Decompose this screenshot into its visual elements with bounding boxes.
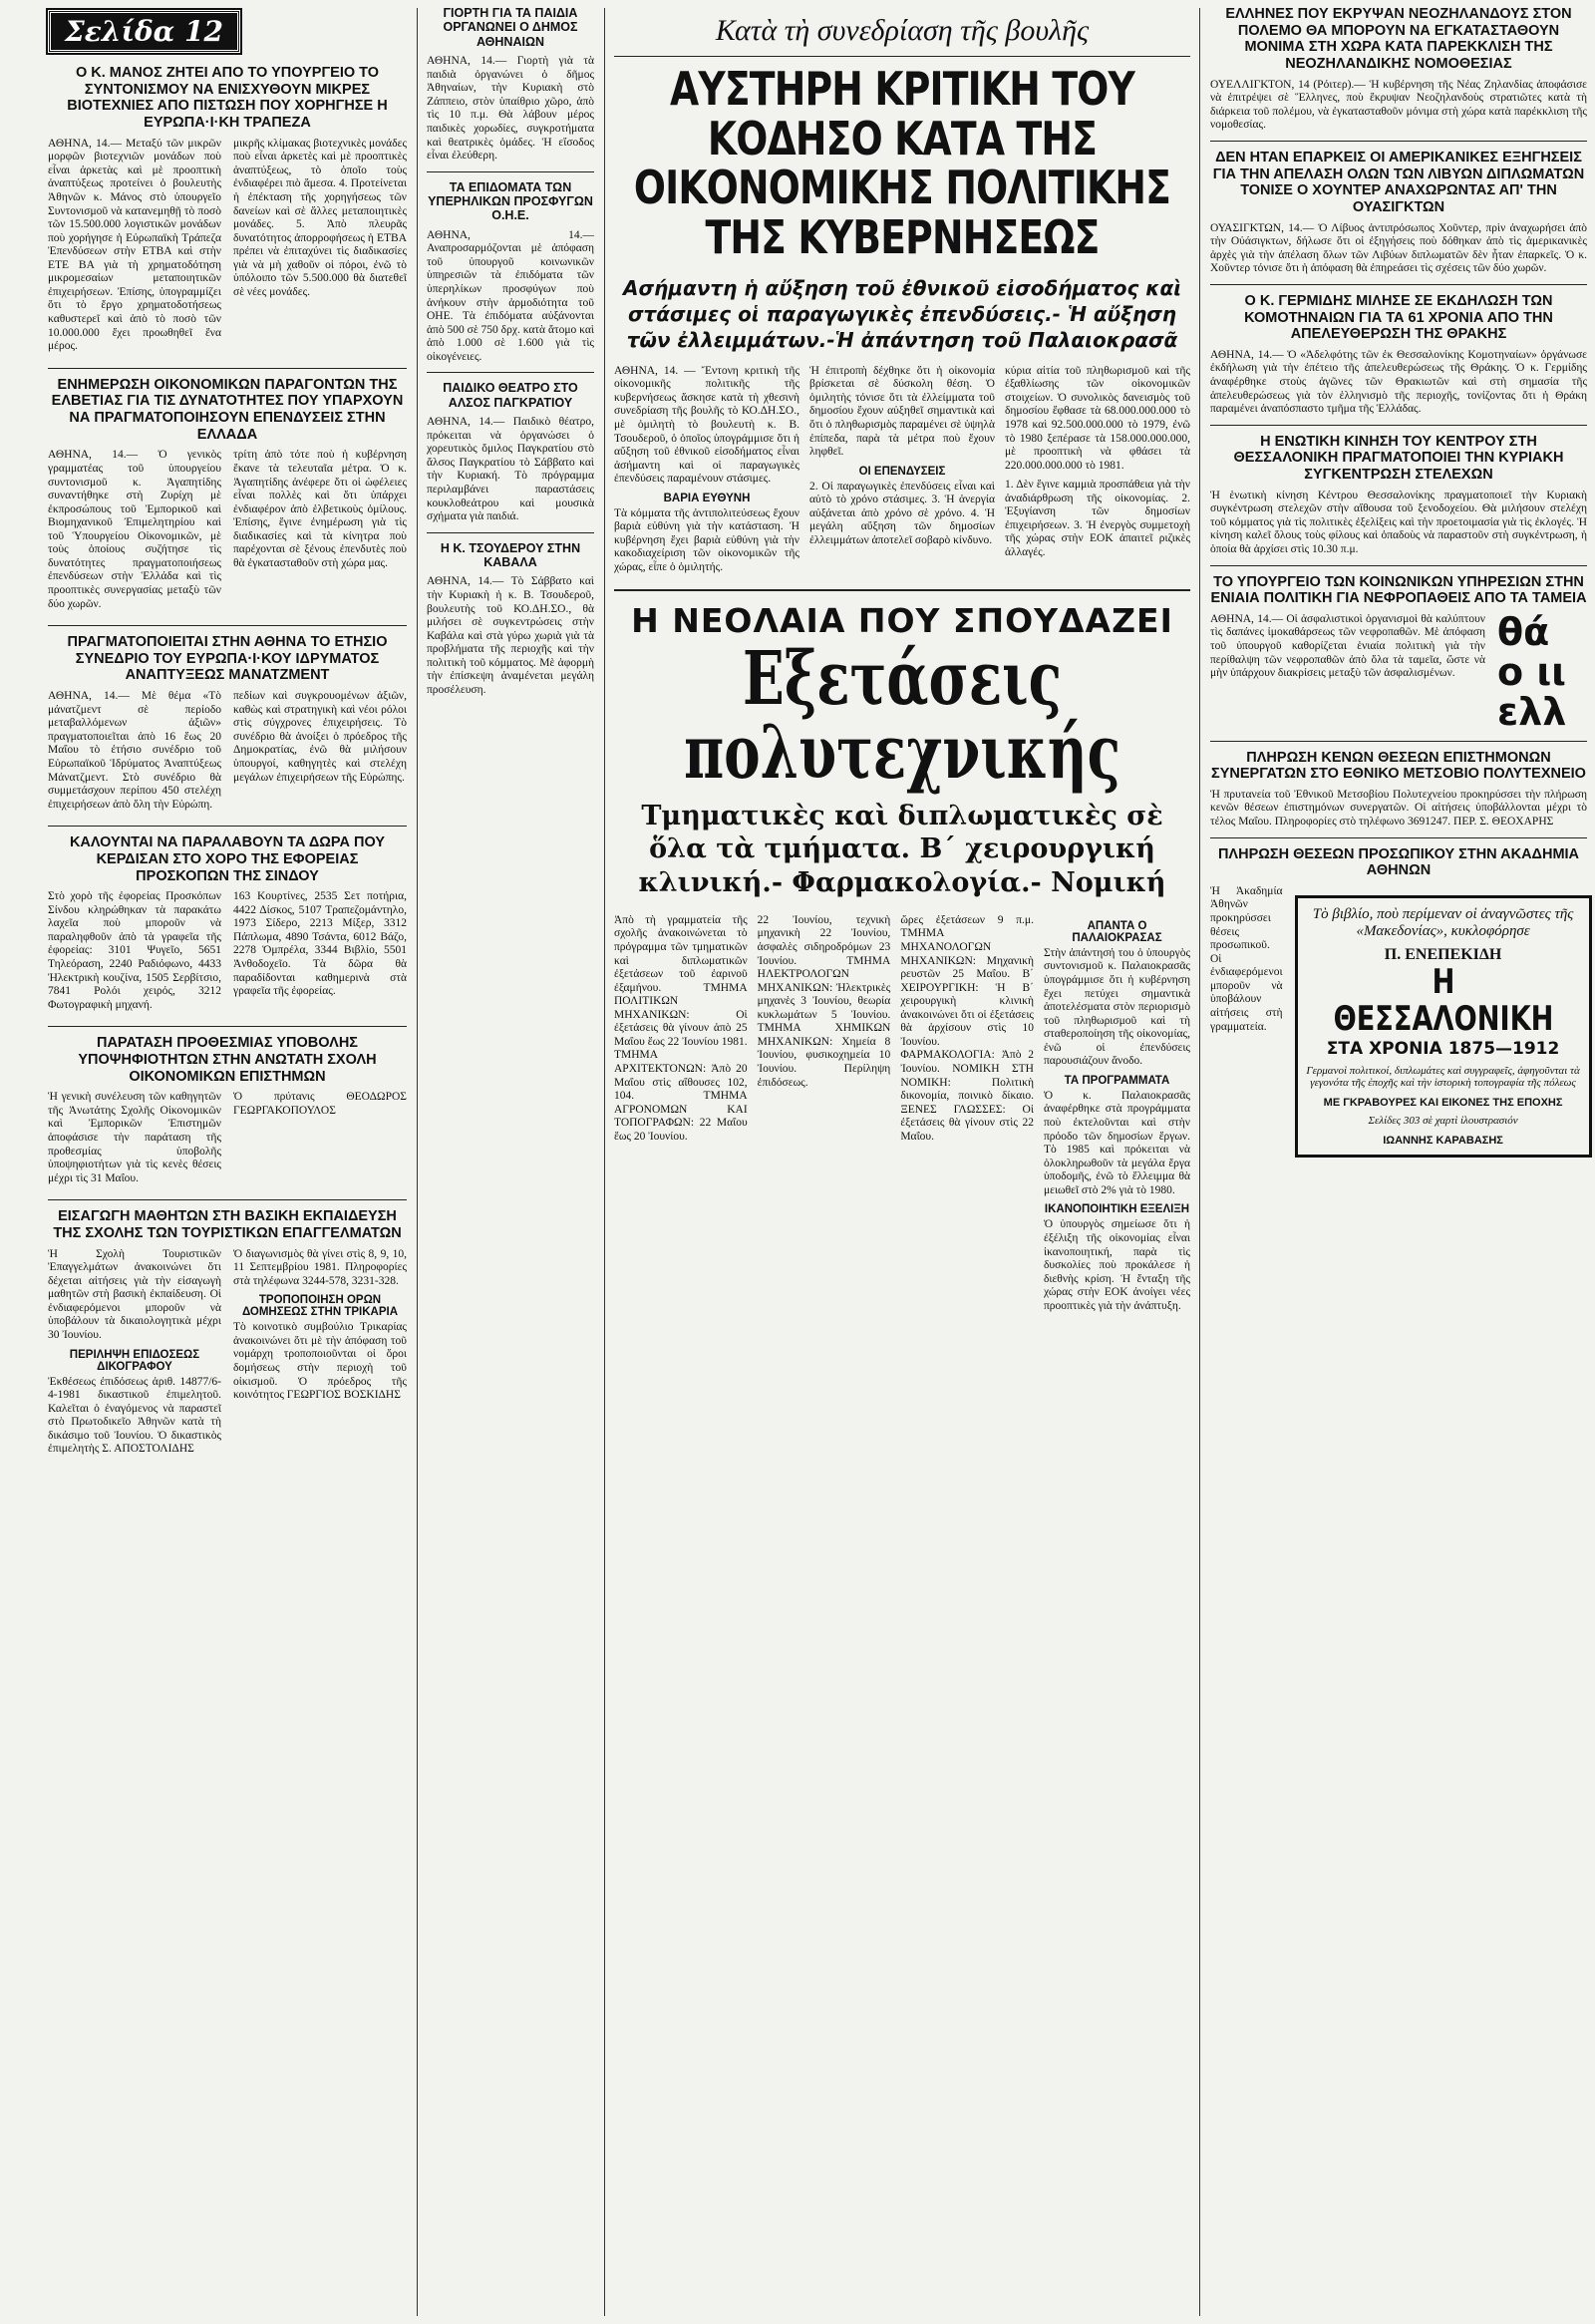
ad-intro: Τὸ βιβλίο, ποὺ περίμεναν οἱ ἀναγνῶστες τῆς «Μακεδονίας», κυκλοφόρησε [1312,905,1574,939]
article-headline: ΔΕΝ ΗΤΑΝ ΕΠΑΡΚΕΙΣ ΟΙ ΑΜΕΡΙΚΑΝΙΚΕΣ ΕΞΗΓΗΣΕΙΣ ΓΙΑ ΤΗΝ ΑΠΕΛΑΣΗ ΟΛΩΝ ΤΩΝ ΛΙΒΥΩΝ ΔΙΠΛΩΜΑΤΩΝ ΤΟΝΙΣΕ Ο ΧΟΥΝΤΕΡ ΑΝΑΧΩΡΩΝΤΑΣ ΑΠ' ΤΗΝ ΟΥΑΣΙΓΚΤΩΝ [1212,149,1585,215]
divider [48,1199,407,1200]
article-headline: ΓΙΟΡΤΗ ΓΙΑ ΤΑ ΠΑΙΔΙΑ ΟΡΓΑΝΩΝΕΙ Ο ΔΗΜΟΣ ΑΘΗΝΑΙΩΝ [443,6,578,49]
lead-deck: Ασήμαντη ἡ αὔξηση τοῦ ἐθνικοῦ εἰσοδήματος καὶ στάσιμες οἱ παραγωγικὲς ἐπενδύσεις.- Ἡ αὔξηση τῶν ἐλλειμμάτων.-Ἡ ἀπάντηση τοῦ Παλαιοκρασᾶ [622,275,1182,352]
divider [614,56,1190,57]
divider [1210,141,1587,142]
article-headline: ΠΑΙΔΙΚΟ ΘΕΑΤΡΟ ΣΤΟ ΑΛΣΟΣ ΠΑΓΚΡΑΤΙΟΥ [443,381,578,410]
cropped-adjacent-headline: θά ο ιι ελλ [1497,609,1567,734]
ad-subtitle: ΣΤΑ ΧΡΟΝΙΑ 1875—1912 [1326,1038,1560,1059]
article-text: 2. Οἱ παραγωγικὲς ἐπενδύσεις εἶναι καὶ αὐτὸ τὸ χρόνο στάσιμες. 3. Ἡ ἀνεργία αὐξάνεται ἀπὸ χρόνο σὲ χρόνο. 4. Ἡ μεγάλη αὔξηση τῶν δημοσίων ἐλλειμμάτων ἀποτελεῖ σοβαρὸ κίνδυνο. [809,480,995,546]
article-headline: Η Κ. ΤΣΟΥΔΕΡΟΥ ΣΤΗΝ ΚΑΒΑΛΑ [440,540,581,569]
article-text: ΑΘΗΝΑ, 14.— Παιδικὸ θέατρο, πρόκειται νὰ ὀργανώσει ὁ χορευτικὸς ὅμιλος Παγκρατίου στὸ ἄλσος Παγκρατίου τὸ Σάββατο καὶ τὴν Κυριακή. Τὸ πρόγραμμα περιλαμβάνει παραστάσεις κουκλοθεάτρου καὶ μουσικὰ σχήματα γιὰ παιδιά. [427,416,594,523]
article-text: ΟΥΕΛΛΙΓΚΤΟΝ, 14 (Ρόιτερ).— Ἡ κυβέρνηση τῆς Νέας Ζηλανδίας ἀποφάσισε νὰ ἐπιτρέψει σὲ Ἕλληνες, ποὺ ἔκρυψαν Νεοζηλανδοὺς στρατιῶτες κατὰ τὴ διάρκεια τοῦ πολέμου, νὰ ἐγκατασταθοῦν μόνιμα στὴ χώρα κατὰ παρέκκλιση τῆς νομοθεσίας. [1210,78,1587,132]
article-headline: ΚΑΛΟΥΝΤΑΙ ΝΑ ΠΑΡΑΛΑΒΟΥΝ ΤΑ ΔΩΡΑ ΠΟΥ ΚΕΡΔΙΣΑΝ ΣΤΟ ΧΟΡΟ ΤΗΣ ΕΦΟΡΕΙΑΣ ΠΡΟΣΚΟΠΩΝ ΤΗΣ ΣΙΝΔΟΥ [69,834,386,884]
subheading: ΟΙ ΕΠΕΝΔΥΣΕΙΣ [858,465,946,478]
divider [1210,284,1587,285]
subheading: ΙΚΑΝΟΠΟΙΗΤΙΚΗ ΕΞΕΛΙΞΗ [1044,1203,1190,1216]
narrow-column [419,0,602,2324]
exam-schedule-text: ὥρες ἐξετάσεων 9 π.μ. ΤΜΗΜΑ ΜΗΧΑΝΟΛΟΓΩΝ ΜΗΧΑΝΙΚΩΝ: Μηχανικὴ ρευστῶν 25 Μαΐου. Β΄ ΧΕΙΡΟΥΡΓΙΚΗ: Ἡ Β΄ χειρουργικὴ κλινικὴ ἀνακοινώνει ὅτι οἱ ἐξετάσεις θὰ ἀρχίσουν στὶς 10 Ἰουνίου. ΦΑΡΜΑΚΟΛΟΓΙΑ: Ἀπὸ 2 Ἰουνίου. ΝΟΜΙΚΗ ΣΤΗ ΝΟΜΙΚΗ: Πολιτικὴ δικονομία, ποινικὸ δίκαιο. ΞΕΝΕΣ ΓΛΩΣΣΕΣ: Οἱ ἐξετάσεις θὰ γίνουν στὶς 22 Μαΐου. [900,913,1034,1143]
article-text: Ὁ πρύτανις ΘΕΟΔΩΡΟΣ ΓΕΩΡΓΑΚΟΠΟΥΛΟΣ [233,1091,407,1117]
article-text: ΑΘΗΝΑ, 14.— Αναπροσαρμόζονται μὲ ἀπόφαση τοῦ ὑπουργοῦ κοινωνικῶν ὑπηρεσιῶν τὰ ἐπιδόματα τῶν ὑπερηλίκων προσφύγων ποὺ ἀνήκουν στὴν ἁρμοδιότητα τοῦ ΟΗΕ. Τὰ ἐπιδόματα αὐξάνονται ἀπὸ 500 σὲ 750 δρχ. κατὰ ἄτομο καὶ ἀπὸ 1.000 σὲ 1.600 γιὰ τὶς οἰκογένειες. [427,228,594,363]
article-text: ΑΘΗΝΑ, 14.— Μὲ θέμα «Τὸ μάνατζμεντ σὲ περίοδο μεταβαλλόμενων ἀξιῶν» πραγματοποιεῖται ἀπὸ 16 ἕως 20 Μαΐου τὸ ἐτήσιο συνέδριο τοῦ Εὐρωπαϊκοῦ Ἱδρύματος Ἀναπτύξεως Μάνατζμεντ. Στὸ συνέδριο θὰ συμμετάσχουν περίπου 450 στελέχη ἐπιχειρήσεων ἀπὸ ὅλη τὴν Εὐρώπη. [48,690,221,811]
article-text: ΑΘΗΝΑ, 14. — Ἔντονη κριτικὴ τῆς οἰκονομικῆς πολιτικῆς τῆς κυβερνήσεως ἄσκησε κατὰ τὴ χθεσινὴ συνεδρίαση τῆς βουλῆς τὸ ΚΟ.ΔΗ.ΣΟ., μὲ ὁμιλητὴ τὸ βουλευτὴ κ. Β. Τσουδεροῦ, ὁ ὁποῖος ὑπογράμμισε ὅτι ἡ αὔξηση τοῦ ἐθνικοῦ εἰσοδήματος εἶναι ἀσήμαντη καὶ οἱ παραγωγικὲς ἐπενδύσεις παραμένουν στάσιμες. [614,364,799,486]
article-headline: ΕΙΣΑΓΩΓΗ ΜΑΘΗΤΩΝ ΣΤΗ ΒΑΣΙΚΗ ΕΚΠΑΙΔΕΥΣΗ ΤΗΣ ΣΧΟΛΗΣ ΤΩΝ ΤΟΥΡΙΣΤΙΚΩΝ ΕΠΑΓΓΕΛΜΑΤΩΝ [53,1208,402,1241]
page-number-label: Σελίδα 12 [48,10,240,53]
article-text: Ὁ διαγωνισμὸς θὰ γίνει στὶς 8, 9, 10, 11 Σεπτεμβρίου 1981. Πληροφορίες στὰ τηλέφωνα 3244-578, 3231-328. [233,1247,407,1287]
divider [1210,565,1587,566]
center-column [606,0,1198,2324]
article-text: ΑΘΗΝΑ, 14.— Γιορτὴ γιὰ τὰ παιδιὰ ὀργανώνει ὁ δῆμος Ἀθηναίων, τὴν Κυριακὴ στὸ Ζάππειο, στὸν ὑπαίθριο χῶρο, ἀπὸ τὶς 10 π.μ. Θὰ λάβουν μέρος παιδικὲς χορωδίες, συγκροτήματα καὶ θεατρικὲς ὁμάδες. Ἡ εἴσοδος εἶναι ἐλεύθερη. [427,55,594,163]
divider [427,372,594,373]
exams-deck: Τμηματικὲς καὶ διπλωματικὲς σὲ ὅλα τὰ τμήματα. Β΄ χειρουργική κλινική.- Φαρμακολογία.- Νομική [638,800,1166,899]
article-text: ΑΘΗΝΑ, 14.— Οἱ ἀσφαλιστικοὶ ὀργανισμοὶ θὰ καλύπτουν τὶς δαπάνες ἱμοκαθάρσεως τῶν νεφροπαθῶν. Μὲ ἀπόφαση τοῦ ὑπουργοῦ καθορίζεται ἑνιαία πολιτικὴ γιὰ τὴν περίθαλψη τῶν νεφροπαθῶν ἀπὸ ὅλα τὰ ταμεῖα, ὥστε νὰ μὴν ὑπάρχουν διακρίσεις μεταξὺ τῶν ἀσφαλισμένων. [1210,612,1485,680]
ad-title: Η ΘΕΣΣΑΛΟΝΙΚΗ [1333,961,1553,1040]
article-headline: Η ΕΝΩΤΙΚΗ ΚΙΝΗΣΗ ΤΟΥ ΚΕΝΤΡΟΥ ΣΤΗ ΘΕΣΣΑΛΟΝΙΚΗ ΠΡΑΓΜΑΤΟΠΟΙΕΙ ΤΗΝ ΚΥΡΙΑΚΗ ΣΥΓΚΕΝΤΡΩΣΗ ΣΤΕΛΕΧΩΝ [1233,433,1564,484]
subheading: ΑΠΑΝΤΑ Ο ΠΑΛΑΙΟΚΡΑΣΑΣ [1072,919,1162,944]
article-text: 1. Δὲν ἔγινε καμμιὰ προσπάθεια γιὰ τὴν ἀναδιάρθρωση τῆς οἰκονομίας. 2. Ἐξυγίανση τῶν δημοσίων ἐπιχειρήσεων. 3. Ἡ ἐνεργὸς συμμετοχὴ τῆς χώρας στὴν ΕΟΚ ἀπαιτεῖ ριζικὲς ἀλλαγές. [1005,479,1190,558]
article-text: ΑΘΗΝΑ, 14.— Τὸ Σάββατο καὶ τὴν Κυριακὴ ἡ κ. Β. Τσουδεροῦ, βουλευτὴς τοῦ ΚΟ.ΔΗ.ΣΟ., θὰ μιλήσει σὲ συγκεντρώσεις στὴν Καβάλα καὶ στὰ γύρω χωριὰ γιὰ τὰ προβλήματα τῆς περιοχῆς καὶ τὴν πολιτικὴ τοῦ κόμματος. Μὲ ἀφορμὴ τὴν ἐπίσκεψη ἀναμένεται μεγάλη προσέλευση. [427,575,594,696]
article-text: ΟΥΑΣΙΓΚΤΩΝ, 14.— Ὁ Λίβυος ἀντιπρόσωπος Χοῦντερ, πρὶν ἀναχωρήσει ἀπὸ τὴν Οὐάσιγκτων, δήλωσε ὅτι οἱ ἐξηγήσεις ποὺ δόθηκαν ἀπὸ τὶς ἀμερικανικὲς ἀρχὲς γιὰ τὴν ἀπέλαση ὅλων τῶν Λιβύων διπλωματῶν δὲν ἦταν ἐπαρκεῖς. Ὁ κ. Χοῦντερ τόνισε ὅτι ἡ ἀπόφαση θὰ ἐπηρεάσει τὶς σχέσεις τῶν δύο χωρῶν. [1210,221,1587,275]
exam-schedule-text: Ἀπὸ τὴ γραμματεία τῆς σχολῆς ἀνακοινώνεται τὸ πρόγραμμα τῶν τμηματικῶν καὶ διπλωματικῶν ἐξετάσεων τοῦ ἐαρινοῦ ἐξαμήνου. ΤΜΗΜΑ ΠΟΛΙΤΙΚΩΝ ΜΗΧΑΝΙΚΩΝ: Οἱ ἐξετάσεις θὰ γίνουν ἀπὸ 25 Μαΐου ἕως 22 Ἰουνίου 1981. ΤΜΗΜΑ ΑΡΧΙΤΕΚΤΟΝΩΝ: Ἀπὸ 20 Μαΐου στὶς αἴθουσες 102, 104. ΤΜΗΜΑ ΑΓΡΟΝΟΜΩΝ ΚΑΙ ΤΟΠΟΓΡΑΦΩΝ: 22 Μαΐου ἕως 20 Ἰουνίου. [614,913,748,1143]
article-headline: ΠΡΑΓΜΑΤΟΠΟΙΕΙΤΑΙ ΣΤΗΝ ΑΘΗΝΑ ΤΟ ΕΤΗΣΙΟ ΣΥΝΕΔΡΙΟ ΤΟΥ ΕΥΡΩΠΑ·Ι·ΚΟΥ ΙΔΡΥΜΑΤΟΣ ΑΝΑΠΤΥΞΕΩΣ ΜΑΝΑΤΖΜΕΝΤ [67,634,388,684]
notice-headline: ΤΡΟΠΟΠΟΙΗΣΗ ΟΡΩΝ ΔΟΜΗΣΕΩΣ ΣΤΗΝ ΤΡΙΚΑΡΙΑ [241,1294,399,1319]
column-rule [604,8,605,2316]
notice-text: Τὸ κοινοτικὸ συμβούλιο Τρικαρίας ἀνακοινώνει ὅτι μὲ τὴν ἀπόφαση τοῦ νομάρχη τροποποιοῦνται οἱ ὅροι δομήσεως στὴν περιοχὴ τοῦ οἰκισμοῦ. Ὁ πρόεδρος τῆς κοινότητος ΓΕΩΡΓΙΟΣ ΒΟΣΚΙΔΗΣ [233,1321,407,1402]
article-text: 163 Κουρτίνες, 2535 Σετ ποτήρια, 4422 Δίσκος, 5107 Τραπεζομάντηλο, 1973 Σίδερο, 2213 Μίξερ, 3312 Πάπλωμα, 4890 Τσάντα, 6012 Βάζο, 2278 Ὁμπρέλα, 3344 Βιβλίο, 5501 Ἀνθοδοχεῖο. Τὰ δῶρα θὰ παραδίδονται καθημερινὰ στὰ γραφεῖα τῆς ἐφορείας. [233,890,407,998]
article-text: ΑΘΗΝΑ, 14.— Ὁ «Ἀδελφότης τῶν ἐκ Θεσσαλονίκης Κομοτηναίων» ὀργάνωσε ἐκδήλωση γιὰ τὴν ἐπέτειο τῆς ἀπελευθερώσεως τῆς Θράκης. Ὁ κ. Γερμίδης ἀναφέρθηκε στοὺς ἀγῶνες τῶν Θρακιωτῶν καὶ στὴ σημασία τῆς ἀπελευθερώσεως γιὰ τὸν ἑλληνισμὸ τῆς περιοχῆς, τονίζοντας ὅτι ἡ Θράκη παραμένει ἀναπόσπαστο τμῆμα τῆς Ἑλλάδας. [1210,348,1587,416]
article-text: Τὰ κόμματα τῆς ἀντιπολιτεύσεως ἔχουν βαριὰ εὐθύνη γιὰ τὴν κατάσταση. Ἡ κυβέρνηση ἔχει βαριὰ εὐθύνη γιὰ τὴν κακοδιαχείριση τῶν οἰκονομικῶν τῆς χώρας, εἶπε ὁ ὁμιλητής. [614,506,799,573]
article-text: ΑΘΗΝΑ, 14.— Μεταξύ τῶν μικρῶν μορφῶν βιοτεχνιῶν μονάδων ποὺ εἶναι ἀρκετὰς καὶ μὲ προοπτικὴ ἀναπτύξεως προτείνει ὁ βουλευτὴς Ἀθηνῶν κ. Μάνος στὸ ὑπουργεῖο Συντονισμοῦ νὰ κατανεμηθῇ τὸ ποσὸ τῶν 15.500.000 λογιστικῶν μονάδων ποὺ χορήγησε ἡ Εὐρωπαϊκὴ Τράπεζα Ἐπενδύσεων στὴν ΕΤΒΑ καὶ στὴν ΕΤΕ ΒΑ γιὰ τὴ χρηματοδότηση μικρομεσαίων μεταποιητικῶν ἐπιχειρήσεων. Ἐπίσης, ὑπογραμμίζει ὅτι τὸ ἔργο χρηματοδοτήσεως καθυστερεῖ καὶ ἀπὸ τὸ ποσὸ τῶν 10.000.000 ἔχει προωθηθεῖ ἕνα μέρος. [48,137,221,353]
article-text: Ἡ ἐπιτροπὴ δέχθηκε ὅτι ἡ οἰκονομία βρίσκεται σὲ δύσκολη θέση. Ὁ ὁμιλητὴς τόνισε ὅτι τὰ ἐλλείμματα τοῦ δημοσίου ἔχουν αὐξηθεῖ σημαντικὰ καὶ ὅτι ὁ πληθωρισμὸς παραμένει σὲ ὑψηλὰ ἐπίπεδα, παρὰ τὰ μέτρα ποὺ ἔχουν ληφθεῖ. [809,364,995,459]
notice-headline: ΠΕΡΙΛΗΨΗ ΕΠΙΔΟΣΕΩΣ ΔΙΚΟΓΡΑΦΟΥ [69,1348,200,1373]
subheading: ΤΑ ΠΡΟΓΡΑΜΜΑΤΑ [1064,1074,1170,1087]
article-text: Ἡ Ἀκαδημία Ἀθηνῶν προκηρύσσει θέσεις προσωπικοῦ. Οἱ ἐνδιαφερόμενοι μποροῦν νὰ ὑποβάλουν αἰτήσεις στὴ γραμματεία. [1210,884,1283,1033]
article-headline: Ο Κ. ΜΑΝΟΣ ΖΗΤΕΙ ΑΠΟ ΤΟ ΥΠΟΥΡΓΕΙΟ ΤΟ ΣΥΝΤΟΝΙΣΜΟΥ ΝΑ ΕΝΙΣΧΥΘΟΥΝ ΜΙΚΡΕΣ ΒΙΟΤΕΧΝΙΕΣ ΑΠΟ ΠΙΣΤΩΣΗ ΠΟΥ ΧΟΡΗΓΗΣΕ Η ΕΥΡΩΠΑ·Ι·ΚΗ ΤΡΑΠΕΖΑ [67,65,388,132]
article-headline: ΠΛΗΡΩΣΗ ΘΕΣΕΩΝ ΠΡΟΣΩΠΙΚΟΥ ΣΤΗΝ ΑΚΑΔΗΜΙΑ ΑΘΗΝΩΝ [1217,845,1580,879]
divider [1210,741,1587,742]
divider [48,1026,407,1027]
divider [48,625,407,626]
ad-description: Γερμανοὶ πολιτικοί, διπλωμάτες καὶ συγγραφεῖς, ἀφηγοῦνται τὰ γεγονότα τῆς ἐποχῆς καὶ τὴν ἱστορικὴ τοπογραφία τῆς πόλεως [1306,1064,1580,1089]
article-text: Στὸ χορὸ τῆς ἐφορείας Προσκόπων Σίνδου κληρώθηκαν τὰ παρακάτω λαχεῖα ποὺ μποροῦν νὰ παραληφθοῦν ἀπὸ τὰ γραφεῖα τῆς ἐφορείας: 3101 Ψυγεῖο, 5651 Τηλεόραση, 2240 Ραδιόφωνο, 4433 Ἠλεκτρικὴ κουζίνα, 1505 Σερβίτσιο, 7841 Ρολόι χειρός, 3212 Φωτογραφικὴ μηχανή. [48,890,221,1011]
article-text: Ὁ ὑπουργὸς σημείωσε ὅτι ἡ ἐξέλιξη τῆς οἰκονομίας εἶναι ἱκανοποιητική, παρὰ τὶς δυσκολίες ποὺ προκάλεσε ἡ διεθνὴς κρίση. Ἡ ἔνταξη τῆς χώρας στὴν ΕΟΚ ἀνοίγει νέες προοπτικὲς γιὰ τὴν ἀνάπτυξη. [1043,1218,1190,1312]
subheading: ΒΑΡΙΑ ΕΥΘΥΝΗ [663,492,751,504]
left-column [40,0,415,2324]
ad-pages: Σελίδες 303 σὲ χαρτὶ ἰλουστρασιόν [1368,1114,1518,1127]
ad-footer: ΙΩΑΝΝΗΣ ΚΑΡΑΒΑΣΗΣ [1383,1134,1503,1147]
article-text: πεδίων καὶ συγκρουομένων ἀξιῶν, καθὼς καὶ στρατηγικὴ καὶ νέοι ρόλοι στὶς σύγχρονες ἐπιχειρήσεις. Τὸ συνέδριο θὰ ἀνοίξει ὁ πρόεδρος τῆς Δημοκρατίας, ἐνῶ θὰ μιλήσουν ὑπουργοί, καθηγητὲς καὶ στελέχη μεγάλων ἐπιχειρήσεων τῆς Εὐρώπης. [233,690,407,784]
article-headline: ΤΟ ΥΠΟΥΡΓΕΙΟ ΤΩΝ ΚΟΙΝΩΝΙΚΩΝ ΥΠΗΡΕΣΙΩΝ ΣΤΗΝ ΕΝΙΑΙΑ ΠΟΛΙΤΙΚΗ ΓΙΑ ΝΕΦΡΟΠΑΘΕΙΣ ΑΠΟ ΤΑ ΤΑΜΕΙΑ [1210,573,1587,607]
book-advertisement [1295,895,1592,1158]
column-rule [417,8,418,2316]
column-rule [1199,8,1200,2316]
article-headline: ΠΑΡΑΤΑΣΗ ΠΡΟΘΕΣΜΙΑΣ ΥΠΟΒΟΛΗΣ ΥΠΟΨΗΦΙΟΤΗΤΩΝ ΣΤΗΝ ΑΝΩΤΑΤΗ ΣΧΟΛΗ ΟΙΚΟΝΟΜΙΚΩΝ ΕΠΙΣΤΗΜΩΝ [78,1035,377,1085]
ad-feature: ΜΕ ΓΚΡΑΒΟΥΡΕΣ ΚΑΙ ΕΙΚΟΝΕΣ ΤΗΣ ΕΠΟΧΗΣ [1323,1096,1563,1109]
article-text: Ἡ πρυτανεία τοῦ Ἐθνικοῦ Μετσοβίου Πολυτεχνείου προκηρύσσει τὴν πλήρωση κενῶν θέσεων ἐπιστημόνων συνεργατῶν. Οἱ αἰτήσεις ὑποβάλλονται μέχρι τὸ τέλος Μαΐου. Πληροφορίες στὸ τηλέφωνο 3691247. ΠΕΡ. Σ. ΘΕΟΧΑΡΗΣ [1210,788,1587,829]
article-text: Ἡ ἑνωτικὴ κίνηση Κέντρου Θεσσαλονίκης πραγματοποιεῖ τὴν Κυριακὴ συγκέντρωση στελεχῶν στὴν αἴθουσα τοῦ ξενοδοχείου. Θὰ μιλήσουν στελέχη τοῦ κόμματος γιὰ τὶς πολιτικὲς ἐξελίξεις καὶ τὴν προετοιμασία γιὰ τὶς ἐκλογές. Ἡ κίνηση καλεῖ ὅλους τοὺς φίλους καὶ ὀπαδοὺς νὰ παραστοῦν στὴ συγκέντρωση, ἡ ὁποία θὰ ἀρχίσει στὶς 10.30 π.μ. [1210,489,1587,555]
lead-kicker: Κατὰ τὴ συνεδρίαση τῆς βουλῆς [715,14,1090,47]
article-headline: Ο Κ. ΓΕΡΜΙΔΗΣ ΜΙΛΗΣΕ ΣΕ ΕΚΔΗΛΩΣΗ ΤΩΝ ΚΟΜΟΤΗΝΑΙΩΝ ΓΙΑ ΤΑ 61 ΧΡΟΝΙΑ ΑΠΟ ΤΗΝ ΑΠΕΛΕΥΘΕΡΩΣΗ ΤΗΣ ΘΡΑΚΗΣ [1244,292,1553,343]
divider [1210,837,1587,838]
article-text: Στὴν ἀπάντησή του ὁ ὑπουργὸς συντονισμοῦ κ. Παλαιοκρασᾶς ὑπογράμμισε ὅτι ἡ κυβέρνηση ἔχει πετύχει σημαντικὰ ἀποτελέσματα στὸν περιορισμὸ τοῦ πληθωρισμοῦ καὶ τὴ σταθεροποίηση τῆς οἰκονομίας, ἐνῶ οἱ ἐπενδύσεις παρουσιάζουν ἄνοδο. [1043,946,1190,1068]
article-text: Ἡ Σχολὴ Τουριστικῶν Ἐπαγγελμάτων ἀνακοινώνει ὅτι δέχεται αἰτήσεις γιὰ τὴν εἰσαγωγὴ μαθητῶν στὴ βασικὴ ἐκπαίδευση. Οἱ ἐνδιαφερόμενοι μποροῦν νὰ ὑποβάλουν τὰ δικαιολογητικὰ μέχρι 30 Ἰουνίου. [48,1247,221,1341]
notice-text: Ἐκθέσεως ἐπιδόσεως ἀριθ. 14877/6-4-1981 δικαστικοῦ ἐπιμελητοῦ. Καλεῖται ὁ ἐναγόμενος νὰ παραστεῖ στὸ Πρωτοδικεῖο Ἀθηνῶν κατὰ τὴ δικάσιμο τοῦ Ἰουνίου. Ὁ δικαστικὸς ἐπιμελητὴς Σ. ΑΠΟΣΤΟΛΙΔΗΣ [48,1375,221,1456]
divider [614,589,1190,591]
right-column [1202,0,1595,2324]
article-text: κύρια αἰτία τοῦ πληθωρισμοῦ καὶ τῆς ἐξαθλίωσης τῶν οἰκονομικῶν στοιχείων. Ὁ συνολικὸς δανεισμὸς τοῦ δημοσίου ἔφθασε τὰ 68.000.000.000 τὸ 1978 καὶ 92.500.000.000 τὸ 1979, ἐνῶ τὸ 1980 ξεπέρασε τὰ 158.000.000.000, μὲ προοπτικὴ νὰ φθάσει τὰ 220.000.000.000 τὸ 1981. [1005,364,1190,472]
divider [1210,425,1587,426]
section-banner: Η ΝΕΟΛΑΙΑ ΠΟΥ ΣΠΟΥΔΑΖΕΙ [631,600,1173,640]
divider [427,532,594,533]
exam-schedule-text: 22 Ἰουνίου, τεχνικὴ μηχανικὴ 22 Ἰουνίου, ἀσφαλὲς σιδηροδρόμων 23 Ἰουνίου. ΤΜΗΜΑ ΗΛΕΚΤΡΟΛΟΓΩΝ ΜΗΧΑΝΙΚΩΝ: Ἠλεκτρικὲς μηχανὲς 3 Ἰουνίου, θεωρία κυκλωμάτων 5 Ἰουνίου. ΤΜΗΜΑ ΧΗΜΙΚΩΝ ΜΗΧΑΝΙΚΩΝ: Χημεία 8 Ἰουνίου, φυσικοχημεία 10 Ἰουνίου. Περίληψη ἐπιδόσεως. [757,913,891,1089]
exams-headline: Εξετάσεις πολυτεχνικής [684,635,1120,796]
article-headline: ΤΑ ΕΠΙΔΟΜΑΤΑ ΤΩΝ ΥΠΕΡΗΛΙΚΩΝ ΠΡΟΣΦΥΓΩΝ Ο.Η.Ε. [428,179,593,223]
article-text: Ὁ κ. Παλαιοκρασᾶς ἀναφέρθηκε στὰ προγράμματα ποὺ ἐκτελοῦνται καὶ στὴν πρόοδο τῶν δημοσίων ἔργων. Τὸ 1985 καὶ πρόκειται νὰ ὁλοκληρωθοῦν τὰ μεγάλα ἔργα ὑποδομῆς, ἐνῶ τὸ ἔλλειμμα θὰ μειωθεῖ στὸ 2% γιὰ τὸ 1980. [1043,1089,1190,1196]
lead-headline: ΑΥΣΤΗΡΗ ΚΡΙΤΙΚΗ ΤΟΥ ΚΟΔΗΣΟ ΚΑΤΑ ΤΗΣ ΟΙΚΟΝΟΜΙΚΗΣ ΠΟΛΙΤΙΚΗΣ ΤΗΣ ΚΥΒΕΡΝΗΣΕΩΣ [633,62,1171,265]
article-headline: ΕΝΗΜΕΡΩΣΗ ΟΙΚΟΝΟΜΙΚΩΝ ΠΑΡΑΓΟΝΤΩΝ ΤΗΣ ΕΛΒΕΤΙΑΣ ΓΙΑ ΤΙΣ ΔΥΝΑΤΟΤΗΤΕΣ ΠΟΥ ΥΠΑΡΧΟΥΝ ΝΑ ΠΡΑΓΜΑΤΟΠΟΙΗΣΟΥΝ ΕΠΕΝΔΥΣΕΙΣ ΣΤΗΝ ΕΛΛΑΔΑ [51,376,404,443]
divider [48,368,407,369]
article-text: Ἡ γενικὴ συνέλευση τῶν καθηγητῶν τῆς Ἀνωτάτης Σχολῆς Οἰκονομικῶν καὶ Ἐμπορικῶν Ἐπιστημῶν ἀποφάσισε τὴν παράταση τῆς προθεσμίας ὑποβολῆς ὑποψηφιοτήτων γιὰ τὶς κενὲς θέσεις μέχρι τὶς 31 Μαΐου. [48,1091,221,1184]
divider [48,826,407,827]
article-text: μικρῆς κλίμακας βιοτεχνικὲς μονάδες ποὺ εἶναι ἀρκετὲς καὶ μὲ προοπτικὲς ἀναπτύξεως, τὸ ὁποῖο τοὺς ἐνδιαφέρει πιὸ ἄμεσα. 4. Προτείνεται ἡ ἐπέκταση τῆς χορηγήσεως τῶν δανείων καὶ σὲ ἄλλες μεταποιητικὲς μονάδες. 5. Ἀπὸ πλευρᾶς δυνατότητος ἀπορροφήσεως ἡ ΕΤΒΑ πρέπει νὰ ἐπιταχύνει τὶς διαδικασίες γιὰ νὰ μὴ χαθοῦν οἱ πόροι, ἐνῶ τὸ ὑπόλοιπο τῶν 5.500.000 θὰ διατεθεῖ σὲ νέες μονάδες. [233,137,407,298]
article-text: ΑΘΗΝΑ, 14.— Ὁ γενικὸς γραμματέας τοῦ ὑπουργείου συντονισμοῦ κ. Ἀγαπητίδης συναντήθηκε στὴ Ζυρίχη μὲ ἐκπροσώπους τοῦ Ἐμπορικοῦ καὶ Βιομηχανικοῦ Ἐπιμελητηρίου καὶ τοῦ Ὑπουργείου Οἰκονομικῶν, μὲ τοὺς ὁποίους συζήτησε τὶς δυνατότητες πραγματοποιήσεως ἐπενδύσεων στὴν Ἑλλάδα καὶ τὶς προοπτικὲς συνεργασίας μεταξὺ τῶν δύο χωρῶν. [48,449,221,610]
divider [427,171,594,172]
article-text: τρίτη ἀπὸ τότε ποὺ ἡ κυβέρνηση ἔκανε τὰ τελευταῖα μέτρα. Ὁ κ. Ἀγαπητίδης ἀνέφερε ὅτι οἱ ὠφέλειες εἶναι πολλὲς καὶ ὅτι ὑπάρχει ἐνδιαφέρον ἀπὸ ἑλβετικοὺς ὁμίλους. Ἐπίσης, ἔγινε ἐνημέρωση γιὰ τὶς διαδικασίες καὶ τὰ κίνητρα ποὺ παρέχονται σὲ ξένους ἐπενδυτὲς ποὺ θὰ ἐγκατασταθοῦν στὴ χώρα μας. [233,449,407,569]
article-headline: ΕΛΛΗΝΕΣ ΠΟΥ ΕΚΡΥΨΑΝ ΝΕΟΖΗΛΑΝΔΟΥΣ ΣΤΟΝ ΠΟΛΕΜΟ ΘΑ ΜΠΟΡΟΥΝ ΝΑ ΕΓΚΑΤΑΣΤΑΘΟΥΝ ΜΟΝΙΜΑ ΣΤΗ ΧΩΡΑ ΚΑΤΑ ΠΑΡΕΚΚΛΙΣΗ ΤΗΣ ΝΕΟΖΗΛΑΝΔΙΚΗΣ ΝΟΜΟΘΕΣΙΑΣ [1225,6,1572,73]
ad-author: Π. ΕΝΕΠΕΚΙΔΗ [1384,945,1502,963]
article-headline: ΠΛΗΡΩΣΗ ΚΕΝΩΝ ΘΕΣΕΩΝ ΕΠΙΣΤΗΜΟΝΩΝ ΣΥΝΕΡΓΑΤΩΝ ΣΤΟ ΕΘΝΙΚΟ ΜΕΤΣΟΒΙΟ ΠΟΛΥΤΕΧΝΕΙΟ [1211,749,1586,783]
